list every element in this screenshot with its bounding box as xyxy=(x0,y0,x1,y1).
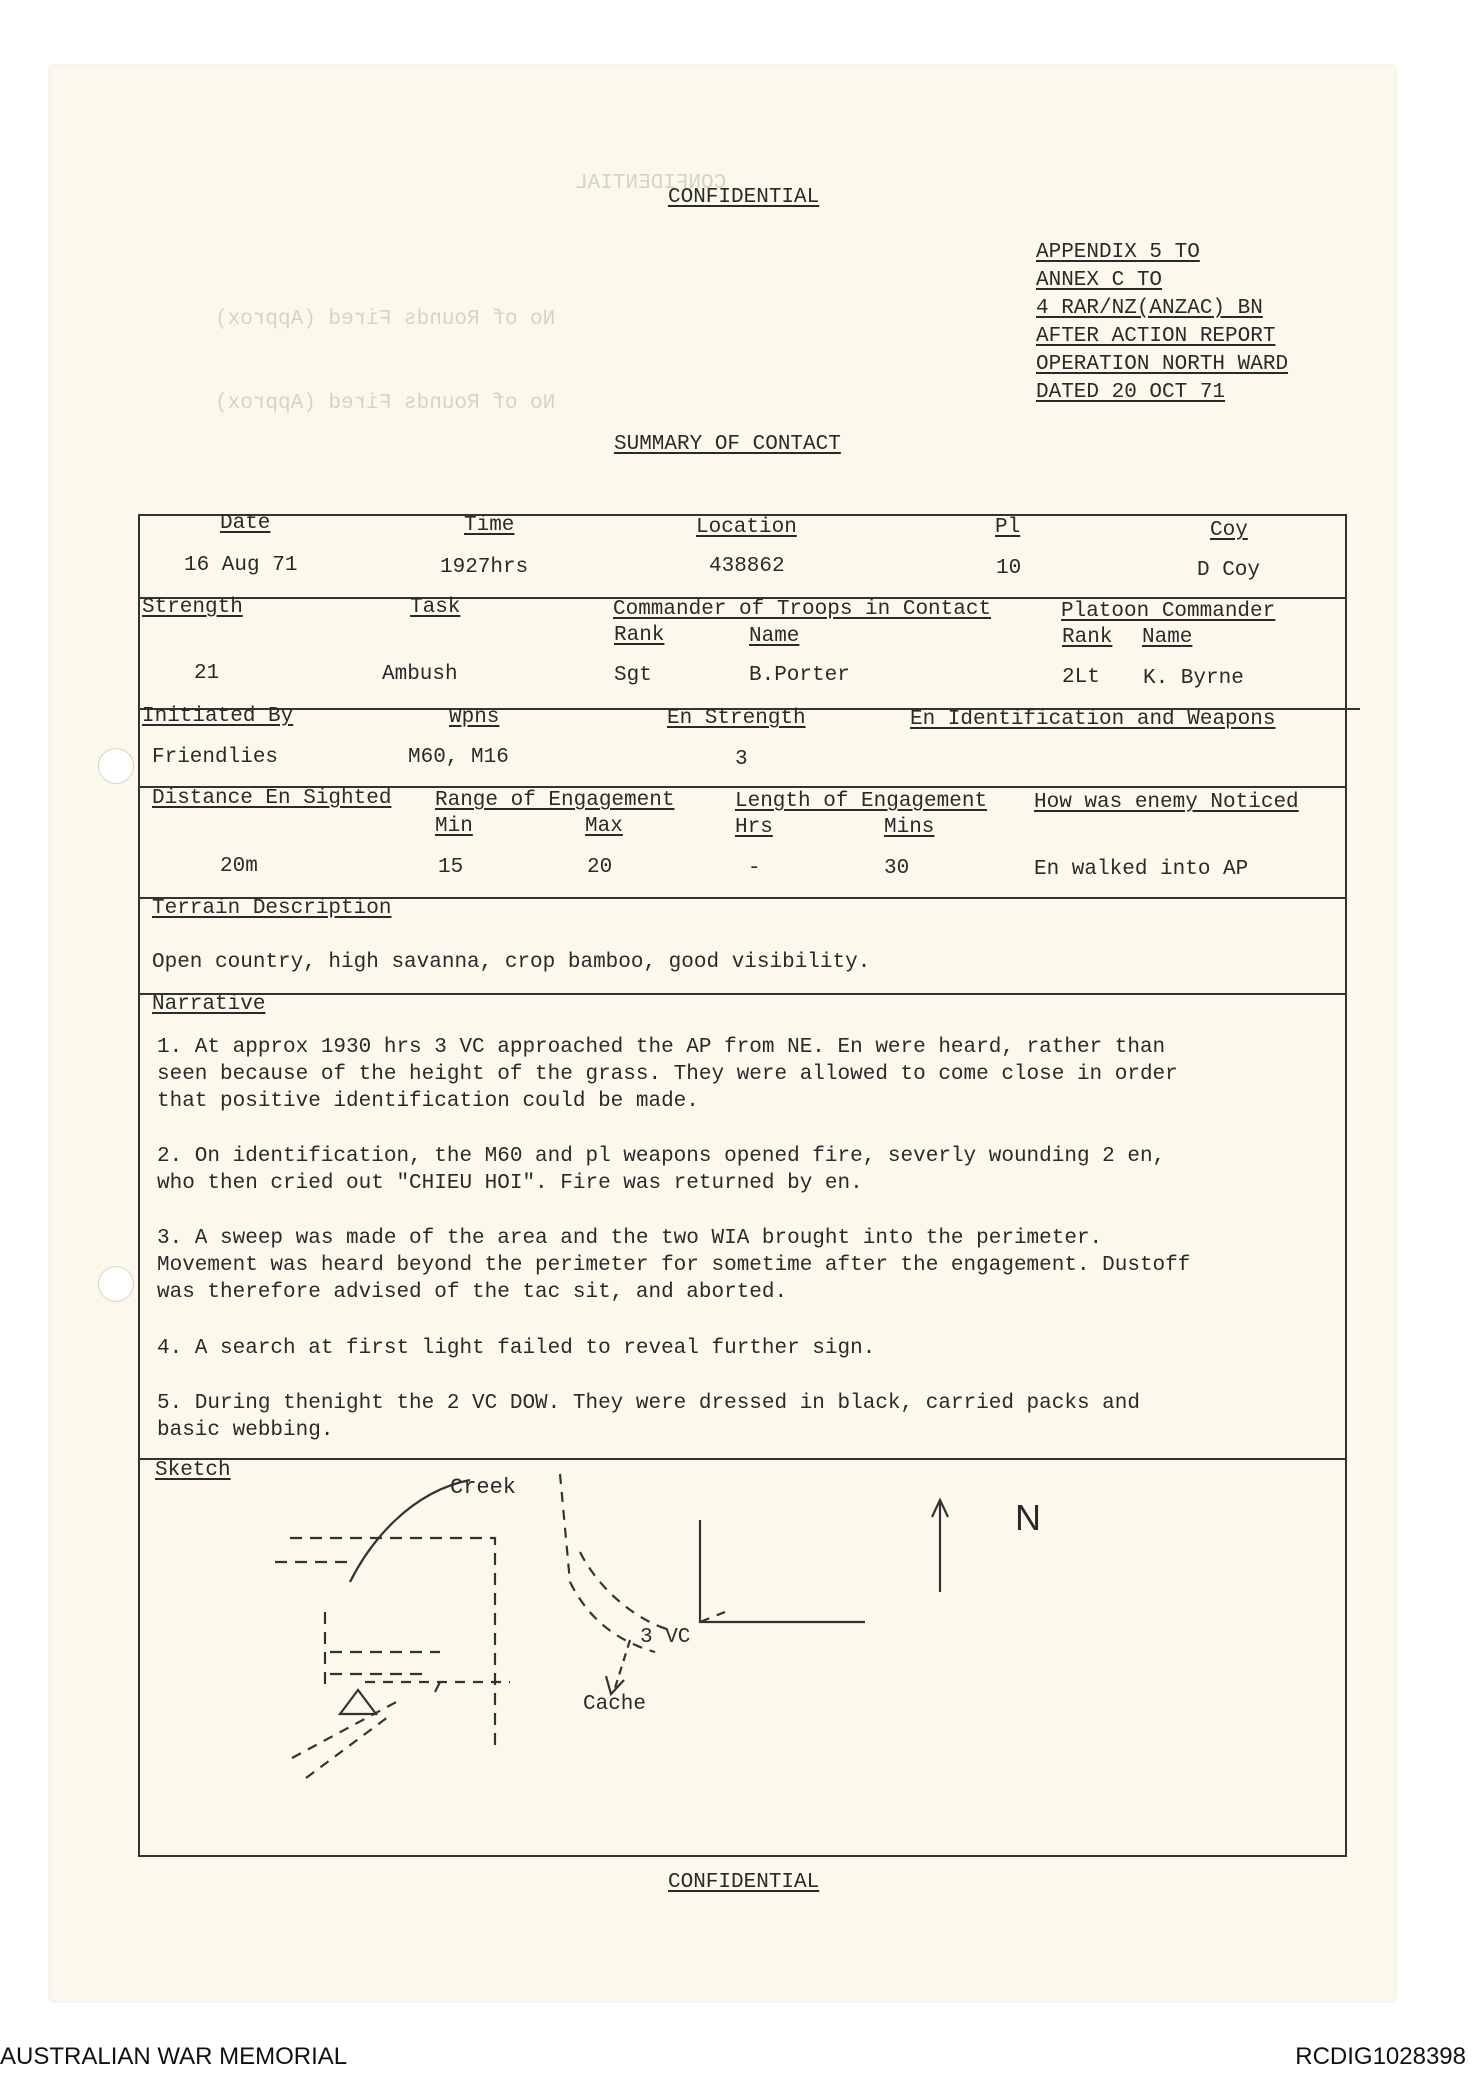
label-strength: Strength xyxy=(142,596,243,619)
label-mins: Mins xyxy=(884,816,935,839)
value-initiated-by: Friendlies xyxy=(152,746,279,769)
narrative-line: 2. On identification, the M60 and pl weapons opened fire, severly wounding 2 en, xyxy=(157,1145,1166,1168)
label-distance: Distance En Sighted xyxy=(152,787,392,810)
sketch-label-north: N xyxy=(1015,1497,1041,1538)
label-time: Time xyxy=(464,514,515,537)
value-pc-name: K. Byrne xyxy=(1143,667,1244,690)
value-cmd-name: B.Porter xyxy=(749,664,850,687)
footer-reference-id: RCDIG1028398 xyxy=(1295,2043,1466,2070)
narrative-line: 1. At approx 1930 hrs 3 VC approached the AP from NE. En were heard, rather than xyxy=(157,1036,1166,1059)
value-en-strength: 3 xyxy=(735,748,748,771)
label-max: Max xyxy=(585,815,623,838)
narrative-line: was therefore advised of the tac sit, and aborted. xyxy=(157,1281,788,1304)
label-pc-rank: Rank xyxy=(1062,626,1113,649)
label-en-identification: En Identification and Weapons xyxy=(910,708,1276,731)
narrative-line: 4. A search at first light failed to reveal further sign. xyxy=(157,1337,876,1360)
punch-hole xyxy=(98,748,134,784)
appendix-line: AFTER ACTION REPORT xyxy=(1036,325,1276,348)
label-commander: Commander of Troops in Contact xyxy=(613,598,992,621)
label-platoon-commander: Platoon Commander xyxy=(1061,600,1276,623)
value-distance: 20m xyxy=(220,855,258,878)
label-en-strength: En Strength xyxy=(667,707,806,730)
ambush-position xyxy=(340,1690,376,1714)
narrative-line: who then cried out "CHIEU HOI". Fire was returned by en. xyxy=(157,1172,863,1195)
value-strength: 21 xyxy=(194,662,220,685)
value-cmd-rank: Sgt xyxy=(614,664,652,687)
label-length: Length of Engagement xyxy=(735,790,988,813)
bleed-through: No of Rounds Fired (Approx) xyxy=(215,392,556,415)
value-date: 16 Aug 71 xyxy=(184,554,298,577)
stream-line xyxy=(700,1612,725,1622)
sketch-map xyxy=(140,1462,1344,1854)
value-task: Ambush xyxy=(382,663,458,686)
track-line xyxy=(292,1700,400,1758)
value-min: 15 xyxy=(438,856,464,879)
row-divider xyxy=(138,1458,1347,1460)
label-narrative: Narrative xyxy=(152,993,266,1016)
value-coy: D Coy xyxy=(1197,559,1261,582)
label-cmd-rank: Rank xyxy=(614,624,665,647)
appendix-line: 4 RAR/NZ(ANZAC) BN xyxy=(1036,297,1263,320)
label-hrs: Hrs xyxy=(735,816,773,839)
label-terrain: Terrain Description xyxy=(152,897,392,920)
label-date: Date xyxy=(220,512,271,535)
boundary-line xyxy=(700,1520,865,1622)
value-mins: 30 xyxy=(884,857,910,880)
label-pl: Pl xyxy=(995,516,1021,539)
punch-hole xyxy=(98,1266,134,1302)
stream-line xyxy=(560,1474,570,1582)
value-time: 1927hrs xyxy=(440,556,529,579)
label-pc-name: Name xyxy=(1142,626,1193,649)
label-location: Location xyxy=(696,516,797,539)
footer-institution: AUSTRALIAN WAR MEMORIAL xyxy=(0,2043,348,2070)
narrative-line: Movement was heard beyond the perimeter for sometime after the engagement. Dustoff xyxy=(157,1254,1191,1277)
value-wpns: M60, M16 xyxy=(408,746,509,769)
value-max: 20 xyxy=(587,856,613,879)
narrative-line: basic webbing. xyxy=(157,1419,334,1442)
value-pl: 10 xyxy=(996,557,1022,580)
narrative-line: that positive identification could be made. xyxy=(157,1090,699,1113)
value-noticed: En walked into AP xyxy=(1034,858,1249,881)
sketch-label-cache: Cache xyxy=(583,1693,647,1716)
label-sketch: Sketch xyxy=(155,1459,231,1482)
label-wpns: Wpns xyxy=(449,706,500,729)
label-cmd-name: Name xyxy=(749,625,800,648)
appendix-line: OPERATION NORTH WARD xyxy=(1036,353,1289,376)
value-location: 438862 xyxy=(709,555,785,578)
label-task: Task xyxy=(410,596,461,619)
terrain-text: Open country, high savanna, crop bamboo, good visibility. xyxy=(152,951,871,974)
value-hrs: - xyxy=(748,857,761,880)
bleed-through: No of Rounds Fired (Approx) xyxy=(215,308,556,331)
table-border-right xyxy=(1345,514,1347,1857)
narrative-line: 3. A sweep was made of the area and the two WIA brought into the perimeter. xyxy=(157,1227,1103,1250)
bleed-through: CONFIDENTIAL xyxy=(575,172,727,195)
stream-line xyxy=(580,1552,670,1630)
narrative-line: 5. During thenight the 2 VC DOW. They were dressed in black, carried packs and xyxy=(157,1392,1140,1415)
page-title: SUMMARY OF CONTACT xyxy=(614,433,841,456)
cache-arrow xyxy=(435,1682,440,1692)
label-min: Min xyxy=(435,815,473,838)
label-noticed: How was enemy Noticed xyxy=(1034,791,1299,814)
row-divider xyxy=(138,993,1347,995)
classification-bottom: CONFIDENTIAL xyxy=(668,1871,820,1894)
classification-top: CONFIDENTIAL xyxy=(668,186,820,209)
appendix-line: ANNEX C TO xyxy=(1036,269,1163,292)
value-pc-rank: 2Lt xyxy=(1062,666,1100,689)
track-line xyxy=(306,1714,392,1778)
appendix-line: APPENDIX 5 TO xyxy=(1036,241,1200,264)
sketch-label-creek: Creek xyxy=(450,1475,517,1500)
appendix-line: DATED 20 OCT 71 xyxy=(1036,381,1226,404)
label-range: Range of Engagement xyxy=(435,789,675,812)
sketch-label-vc: 3 VC xyxy=(640,1626,691,1649)
label-initiated-by: Initiated By xyxy=(142,705,294,728)
track-line xyxy=(290,1538,495,1752)
narrative-line: seen because of the height of the grass. They were allowed to come close in order xyxy=(157,1063,1178,1086)
label-coy: Coy xyxy=(1210,519,1248,542)
table-border-bottom xyxy=(138,1855,1347,1857)
